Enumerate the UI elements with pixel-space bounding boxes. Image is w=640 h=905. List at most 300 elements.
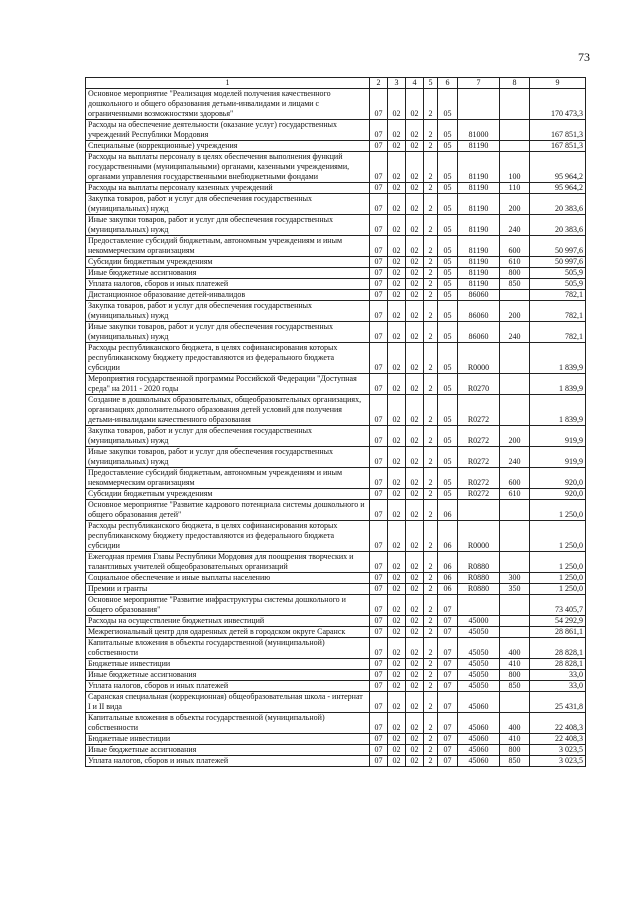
code-cell: 02 [406, 468, 424, 489]
code-cell: 2 [424, 152, 438, 183]
expense-type-cell [500, 395, 530, 426]
code-cell: 05 [438, 489, 458, 500]
table-row [86, 152, 586, 183]
header-cell: 9 [530, 78, 586, 89]
expense-type-cell: 400 [500, 638, 530, 659]
code-cell: 07 [438, 681, 458, 692]
code-cell: 02 [406, 236, 424, 257]
code-cell: 05 [438, 374, 458, 395]
code-cell: 02 [388, 595, 406, 616]
code-cell: 2 [424, 627, 438, 638]
code-cell: 07 [370, 183, 388, 194]
row-name-cell: Социальное обеспечение и иные выплаты населению [86, 573, 370, 584]
row-name-cell: Субсидии бюджетным учреждениям [86, 257, 370, 268]
target-article-cell: 81190 [458, 215, 500, 236]
code-cell: 02 [388, 745, 406, 756]
table-row [86, 301, 586, 322]
row-name-cell: Иные закупки товаров, работ и услуг для обеспечения государственных (муниципальных) нужд [86, 215, 370, 236]
code-cell: 07 [370, 692, 388, 713]
code-cell: 02 [406, 194, 424, 215]
amount-cell: 95 964,2 [530, 183, 586, 194]
code-cell: 06 [438, 584, 458, 595]
row-name-cell: Иные бюджетные ассигнования [86, 745, 370, 756]
code-cell: 02 [406, 500, 424, 521]
row-name-cell: Мероприятия государственной программы Российской Федерации "Доступная среда" на 2011 - 2020 годы [86, 374, 370, 395]
table-row [86, 734, 586, 745]
target-article-cell: 45060 [458, 692, 500, 713]
code-cell: 02 [406, 374, 424, 395]
code-cell: 2 [424, 215, 438, 236]
code-cell: 05 [438, 395, 458, 426]
amount-cell: 3 023,5 [530, 756, 586, 767]
code-cell: 02 [406, 627, 424, 638]
code-cell: 02 [406, 521, 424, 552]
code-cell: 05 [438, 194, 458, 215]
code-cell: 02 [406, 322, 424, 343]
amount-cell: 28 828,1 [530, 659, 586, 670]
code-cell: 02 [406, 395, 424, 426]
row-name-cell: Межрегиональный центр для одаренных детей в городском округе Саранск [86, 627, 370, 638]
header-cell: 6 [438, 78, 458, 89]
table-row [86, 290, 586, 301]
code-cell: 02 [406, 301, 424, 322]
code-cell: 02 [388, 322, 406, 343]
row-name-cell: Расходы на обеспечение деятельности (оказание услуг) государственных учреждений Республики Мордовия [86, 120, 370, 141]
row-name-cell: Расходы республиканского бюджета, в целях софинансирования которых республиканскому бюджету предоставляются из федерального бюджета субсидии [86, 521, 370, 552]
row-name-cell: Саранская специальная (коррекционная) общеобразовательная школа - интернат I и II вида [86, 692, 370, 713]
code-cell: 02 [388, 120, 406, 141]
code-cell: 05 [438, 279, 458, 290]
code-cell: 02 [406, 756, 424, 767]
expense-type-cell: 200 [500, 301, 530, 322]
code-cell: 02 [388, 659, 406, 670]
header-cell: 1 [86, 78, 370, 89]
expense-type-cell: 850 [500, 681, 530, 692]
code-cell: 2 [424, 713, 438, 734]
code-cell: 07 [370, 374, 388, 395]
code-cell: 2 [424, 343, 438, 374]
code-cell: 07 [370, 152, 388, 183]
amount-cell: 28 861,1 [530, 627, 586, 638]
expense-type-cell [500, 616, 530, 627]
row-name-cell: Закупка товаров, работ и услуг для обеспечения государственных (муниципальных) нужд [86, 301, 370, 322]
header-cell: 8 [500, 78, 530, 89]
row-name-cell: Создание в дошкольных образовательных, общеобразовательных организациях, организациях дополнительного образования детей условий для получения детьми-инвалидами качественного образования [86, 395, 370, 426]
code-cell: 07 [370, 301, 388, 322]
target-article-cell: 81190 [458, 152, 500, 183]
target-article-cell: 45050 [458, 638, 500, 659]
code-cell: 2 [424, 89, 438, 120]
code-cell: 02 [406, 692, 424, 713]
table-row [86, 268, 586, 279]
target-article-cell: 81190 [458, 279, 500, 290]
table-row [86, 257, 586, 268]
table-header-row [86, 78, 586, 89]
code-cell: 02 [388, 573, 406, 584]
row-name-cell: Уплата налогов, сборов и иных платежей [86, 279, 370, 290]
code-cell: 02 [388, 638, 406, 659]
code-cell: 07 [370, 670, 388, 681]
code-cell: 07 [438, 659, 458, 670]
code-cell: 2 [424, 489, 438, 500]
target-article-cell: 45050 [458, 627, 500, 638]
table-row [86, 670, 586, 681]
expense-type-cell: 410 [500, 734, 530, 745]
table-row [86, 616, 586, 627]
table-row [86, 120, 586, 141]
table-row [86, 500, 586, 521]
target-article-cell: 81190 [458, 183, 500, 194]
code-cell: 02 [388, 215, 406, 236]
amount-cell: 22 408,3 [530, 734, 586, 745]
code-cell: 05 [438, 152, 458, 183]
table-row [86, 681, 586, 692]
code-cell: 02 [406, 141, 424, 152]
expense-type-cell: 800 [500, 745, 530, 756]
row-name-cell: Субсидии бюджетным учреждениям [86, 489, 370, 500]
code-cell: 02 [406, 681, 424, 692]
code-cell: 07 [370, 447, 388, 468]
code-cell: 07 [370, 638, 388, 659]
code-cell: 05 [438, 236, 458, 257]
amount-cell: 25 431,8 [530, 692, 586, 713]
code-cell: 02 [388, 681, 406, 692]
target-article-cell [458, 500, 500, 521]
row-name-cell: Закупка товаров, работ и услуг для обеспечения государственных (муниципальных) нужд [86, 426, 370, 447]
target-article-cell: 45050 [458, 659, 500, 670]
expense-type-cell: 200 [500, 426, 530, 447]
table-row [86, 595, 586, 616]
code-cell: 07 [438, 756, 458, 767]
amount-cell: 919,9 [530, 426, 586, 447]
expense-type-cell [500, 521, 530, 552]
code-cell: 02 [406, 552, 424, 573]
amount-cell: 33,0 [530, 670, 586, 681]
code-cell: 07 [370, 584, 388, 595]
expense-type-cell: 800 [500, 670, 530, 681]
code-cell: 2 [424, 584, 438, 595]
table-row [86, 183, 586, 194]
code-cell: 2 [424, 301, 438, 322]
amount-cell: 170 473,3 [530, 89, 586, 120]
row-name-cell: Расходы на выплаты персоналу казенных учреждений [86, 183, 370, 194]
amount-cell: 95 964,2 [530, 152, 586, 183]
code-cell: 2 [424, 426, 438, 447]
code-cell: 07 [438, 670, 458, 681]
expense-type-cell [500, 120, 530, 141]
code-cell: 02 [388, 584, 406, 595]
code-cell: 02 [388, 756, 406, 767]
header-cell: 4 [406, 78, 424, 89]
amount-cell: 54 292,9 [530, 616, 586, 627]
target-article-cell: R0272 [458, 468, 500, 489]
target-article-cell: 81190 [458, 141, 500, 152]
amount-cell: 20 383,6 [530, 215, 586, 236]
code-cell: 07 [370, 734, 388, 745]
code-cell: 07 [370, 279, 388, 290]
expense-type-cell [500, 89, 530, 120]
amount-cell: 1 250,0 [530, 500, 586, 521]
code-cell: 02 [406, 183, 424, 194]
code-cell: 05 [438, 322, 458, 343]
expense-type-cell: 610 [500, 489, 530, 500]
amount-cell: 1 250,0 [530, 552, 586, 573]
code-cell: 07 [370, 236, 388, 257]
expense-type-cell [500, 343, 530, 374]
code-cell: 07 [370, 322, 388, 343]
expense-type-cell: 240 [500, 447, 530, 468]
code-cell: 2 [424, 447, 438, 468]
code-cell: 02 [406, 343, 424, 374]
code-cell: 07 [370, 500, 388, 521]
code-cell: 02 [406, 426, 424, 447]
row-name-cell: Расходы республиканского бюджета, в целях софинансирования которых республиканскому бюджету предоставляются из федерального бюджета субсидии [86, 343, 370, 374]
table-row [86, 521, 586, 552]
target-article-cell: 45000 [458, 616, 500, 627]
amount-cell: 3 023,5 [530, 745, 586, 756]
target-article-cell: R0272 [458, 489, 500, 500]
amount-cell: 1 839,9 [530, 395, 586, 426]
code-cell: 02 [388, 236, 406, 257]
row-name-cell: Предоставление субсидий бюджетным, автономным учреждениям и иным некоммерческим организациям [86, 468, 370, 489]
row-name-cell: Расходы на осуществление бюджетных инвестиций [86, 616, 370, 627]
row-name-cell: Иные закупки товаров, работ и услуг для обеспечения государственных (муниципальных) нужд [86, 447, 370, 468]
code-cell: 02 [406, 268, 424, 279]
amount-cell: 1 250,0 [530, 573, 586, 584]
expense-type-cell [500, 141, 530, 152]
expense-type-cell: 300 [500, 573, 530, 584]
code-cell: 05 [438, 183, 458, 194]
code-cell: 02 [388, 521, 406, 552]
target-article-cell: 45050 [458, 670, 500, 681]
code-cell: 2 [424, 681, 438, 692]
target-article-cell [458, 595, 500, 616]
expense-type-cell [500, 595, 530, 616]
code-cell: 2 [424, 500, 438, 521]
code-cell: 05 [438, 89, 458, 120]
code-cell: 02 [388, 713, 406, 734]
row-name-cell: Уплата налогов, сборов и иных платежей [86, 681, 370, 692]
code-cell: 07 [370, 745, 388, 756]
code-cell: 07 [438, 692, 458, 713]
code-cell: 05 [438, 215, 458, 236]
row-name-cell: Ежегодная премия Главы Республики Мордовия для поощрения творческих и талантливых учителей общеобразовательных организаций [86, 552, 370, 573]
target-article-cell: 86060 [458, 290, 500, 301]
amount-cell: 1 839,9 [530, 374, 586, 395]
code-cell: 06 [438, 552, 458, 573]
code-cell: 02 [406, 573, 424, 584]
row-name-cell: Иные бюджетные ассигнования [86, 268, 370, 279]
amount-cell: 20 383,6 [530, 194, 586, 215]
target-article-cell: 45060 [458, 756, 500, 767]
code-cell: 07 [370, 215, 388, 236]
table-row [86, 659, 586, 670]
code-cell: 2 [424, 268, 438, 279]
code-cell: 02 [406, 279, 424, 290]
code-cell: 02 [406, 152, 424, 183]
table-row [86, 447, 586, 468]
target-article-cell: R0272 [458, 426, 500, 447]
code-cell: 07 [370, 552, 388, 573]
table-row [86, 215, 586, 236]
code-cell: 02 [388, 257, 406, 268]
code-cell: 02 [388, 152, 406, 183]
amount-cell: 167 851,3 [530, 141, 586, 152]
code-cell: 2 [424, 468, 438, 489]
expense-type-cell: 110 [500, 183, 530, 194]
code-cell: 02 [388, 426, 406, 447]
code-cell: 2 [424, 670, 438, 681]
code-cell: 06 [438, 573, 458, 584]
table-row [86, 552, 586, 573]
amount-cell: 1 250,0 [530, 584, 586, 595]
amount-cell: 50 997,6 [530, 236, 586, 257]
header-cell: 5 [424, 78, 438, 89]
page-number: 73 [578, 50, 590, 64]
row-name-cell: Бюджетные инвестиции [86, 734, 370, 745]
code-cell: 02 [388, 734, 406, 745]
target-article-cell: R0880 [458, 584, 500, 595]
target-article-cell: R0880 [458, 552, 500, 573]
code-cell: 02 [388, 141, 406, 152]
code-cell: 02 [388, 290, 406, 301]
code-cell: 02 [406, 120, 424, 141]
code-cell: 02 [406, 670, 424, 681]
amount-cell: 920,0 [530, 489, 586, 500]
code-cell: 02 [406, 595, 424, 616]
code-cell: 02 [406, 616, 424, 627]
expense-type-cell: 600 [500, 236, 530, 257]
expense-type-cell [500, 627, 530, 638]
target-article-cell: R0000 [458, 521, 500, 552]
expense-type-cell: 410 [500, 659, 530, 670]
code-cell: 02 [388, 89, 406, 120]
code-cell: 2 [424, 734, 438, 745]
table-row [86, 141, 586, 152]
code-cell: 02 [388, 468, 406, 489]
code-cell: 02 [388, 552, 406, 573]
code-cell: 2 [424, 183, 438, 194]
expense-type-cell [500, 374, 530, 395]
header-cell: 2 [370, 78, 388, 89]
code-cell: 05 [438, 426, 458, 447]
target-article-cell: R0272 [458, 447, 500, 468]
code-cell: 2 [424, 194, 438, 215]
code-cell: 07 [370, 489, 388, 500]
expense-type-cell [500, 552, 530, 573]
row-name-cell: Капитальные вложения в объекты государственной (муниципальной) собственности [86, 713, 370, 734]
code-cell: 07 [370, 521, 388, 552]
code-cell: 07 [370, 141, 388, 152]
code-cell: 2 [424, 745, 438, 756]
code-cell: 05 [438, 290, 458, 301]
amount-cell: 782,1 [530, 290, 586, 301]
code-cell: 07 [370, 290, 388, 301]
code-cell: 06 [438, 500, 458, 521]
expense-type-cell [500, 692, 530, 713]
header-cell: 3 [388, 78, 406, 89]
header-cell: 7 [458, 78, 500, 89]
code-cell: 05 [438, 141, 458, 152]
code-cell: 2 [424, 573, 438, 584]
expense-type-cell: 200 [500, 194, 530, 215]
code-cell: 06 [438, 521, 458, 552]
code-cell: 07 [370, 89, 388, 120]
expense-type-cell: 850 [500, 279, 530, 290]
code-cell: 07 [370, 595, 388, 616]
code-cell: 07 [370, 713, 388, 734]
table-row [86, 279, 586, 290]
row-name-cell: Дистанционное образование детей-инвалидов [86, 290, 370, 301]
row-name-cell: Расходы на выплаты персоналу в целях обеспечения выполнения функций государственными (муниципальными) органами, казенными учреждениями, органами управления государственными внебюджетными фондами [86, 152, 370, 183]
code-cell: 07 [370, 395, 388, 426]
row-name-cell: Основное мероприятие "Реализация моделей получения качественного дошкольного и общего образования детьми-инвалидами и лицами с ограниченными возможностями здоровья" [86, 89, 370, 120]
table-row [86, 343, 586, 374]
code-cell: 02 [388, 692, 406, 713]
code-cell: 02 [406, 584, 424, 595]
amount-cell: 505,9 [530, 279, 586, 290]
code-cell: 2 [424, 290, 438, 301]
code-cell: 07 [438, 745, 458, 756]
table-row [86, 638, 586, 659]
target-article-cell: 45060 [458, 745, 500, 756]
table-row [86, 573, 586, 584]
row-name-cell: Закупка товаров, работ и услуг для обеспечения государственных (муниципальных) нужд [86, 194, 370, 215]
row-name-cell: Специальные (коррекционные) учреждения [86, 141, 370, 152]
code-cell: 02 [388, 183, 406, 194]
table-row [86, 692, 586, 713]
code-cell: 2 [424, 257, 438, 268]
code-cell: 07 [438, 713, 458, 734]
code-cell: 2 [424, 521, 438, 552]
code-cell: 02 [406, 745, 424, 756]
code-cell: 02 [406, 489, 424, 500]
row-name-cell: Иные закупки товаров, работ и услуг для обеспечения государственных (муниципальных) нужд [86, 322, 370, 343]
amount-cell: 919,9 [530, 447, 586, 468]
code-cell: 2 [424, 692, 438, 713]
code-cell: 07 [370, 426, 388, 447]
row-name-cell: Основное мероприятие "Развитие инфраструктуры системы дошкольного и общего образования" [86, 595, 370, 616]
code-cell: 02 [388, 500, 406, 521]
code-cell: 2 [424, 552, 438, 573]
code-cell: 2 [424, 141, 438, 152]
table-row [86, 426, 586, 447]
target-article-cell: 81190 [458, 194, 500, 215]
expense-type-cell: 400 [500, 713, 530, 734]
code-cell: 07 [370, 627, 388, 638]
amount-cell: 782,1 [530, 301, 586, 322]
expense-type-cell [500, 290, 530, 301]
code-cell: 02 [388, 279, 406, 290]
target-article-cell: 45060 [458, 734, 500, 745]
row-name-cell: Бюджетные инвестиции [86, 659, 370, 670]
code-cell: 2 [424, 638, 438, 659]
target-article-cell: 86060 [458, 322, 500, 343]
code-cell: 2 [424, 322, 438, 343]
code-cell: 2 [424, 595, 438, 616]
code-cell: 07 [438, 616, 458, 627]
amount-cell: 505,9 [530, 268, 586, 279]
code-cell: 02 [388, 301, 406, 322]
code-cell: 02 [388, 395, 406, 426]
amount-cell: 73 405,7 [530, 595, 586, 616]
code-cell: 07 [370, 573, 388, 584]
amount-cell: 167 851,3 [530, 120, 586, 141]
expense-type-cell: 600 [500, 468, 530, 489]
code-cell: 07 [370, 194, 388, 215]
code-cell: 02 [388, 627, 406, 638]
amount-cell: 33,0 [530, 681, 586, 692]
